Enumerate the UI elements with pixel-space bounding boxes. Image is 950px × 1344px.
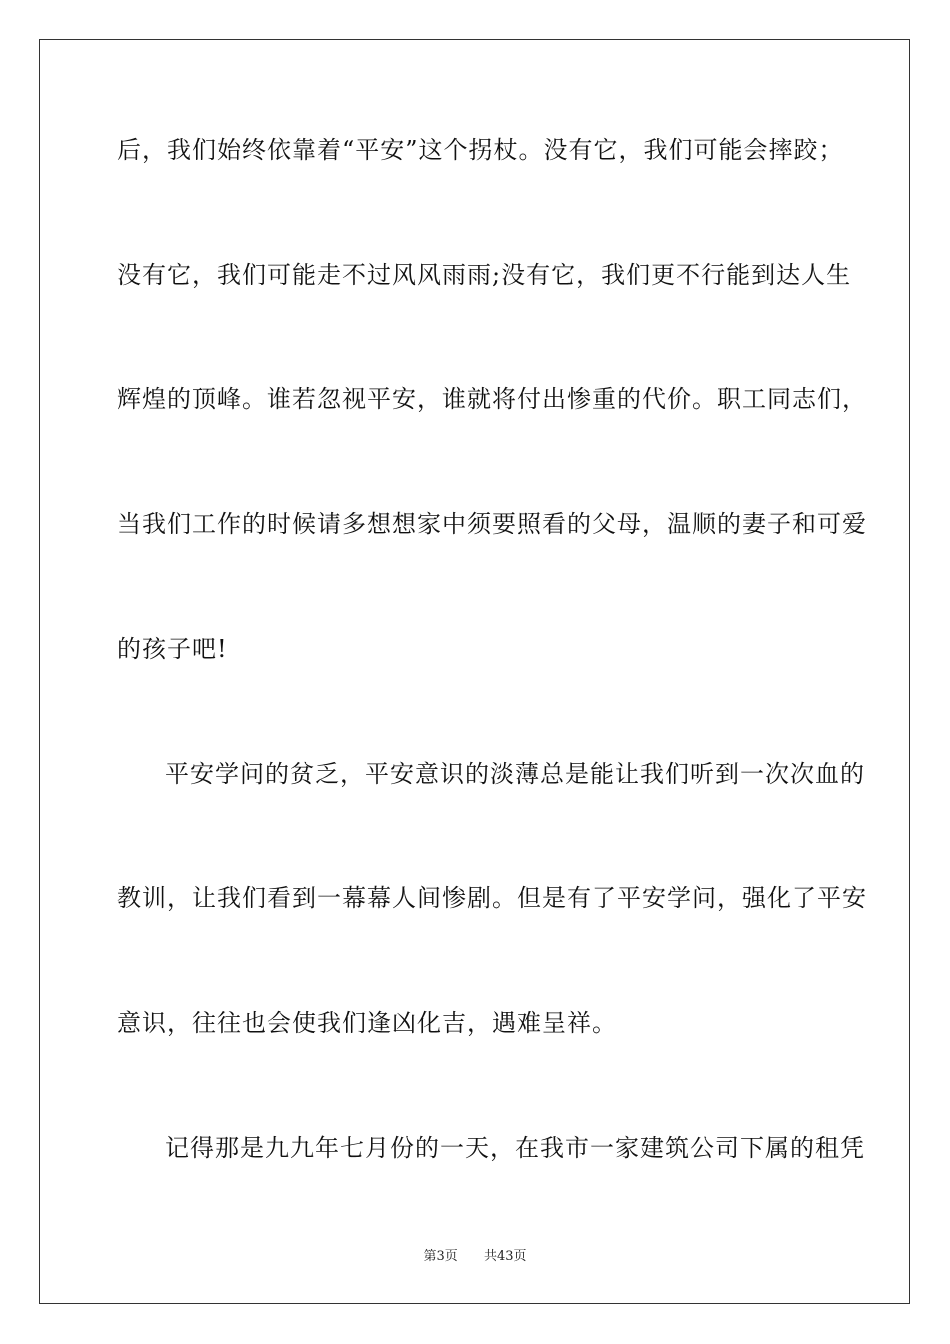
- page-number: 第3页: [423, 1249, 458, 1264]
- paragraph-line: 后，我们始终依靠着“平安”这个拐杖。没有它，我们可能会摔跤；: [117, 136, 844, 164]
- page-total: 共43页: [484, 1249, 527, 1264]
- paragraph-line: 当我们工作的时候请多想想家中须要照看的父母，温顺的妻子和可爱: [117, 510, 867, 538]
- paragraph-line: 辉煌的顶峰。谁若忽视平安，谁就将付出惨重的代价。职工同志们，: [117, 385, 867, 413]
- paragraph-line: 记得那是九九年七月份的一天，在我市一家建筑公司下属的租凭: [165, 1134, 865, 1162]
- paragraph-line: 的孩子吧!: [117, 635, 228, 663]
- page-border: [39, 39, 910, 1304]
- page-footer: [0, 1248, 950, 1266]
- paragraph-line: 平安学问的贫乏，平安意识的淡薄总是能让我们听到一次次血的: [165, 760, 865, 788]
- paragraph-line: 意识，往往也会使我们逢凶化吉，遇难呈祥。: [117, 1009, 617, 1037]
- paragraph-line: 教训，让我们看到一幕幕人间惨剧。但是有了平安学问，强化了平安: [117, 884, 867, 912]
- paragraph-line: 没有它，我们可能走不过风风雨雨;没有它，我们更不行能到达人生: [117, 261, 852, 289]
